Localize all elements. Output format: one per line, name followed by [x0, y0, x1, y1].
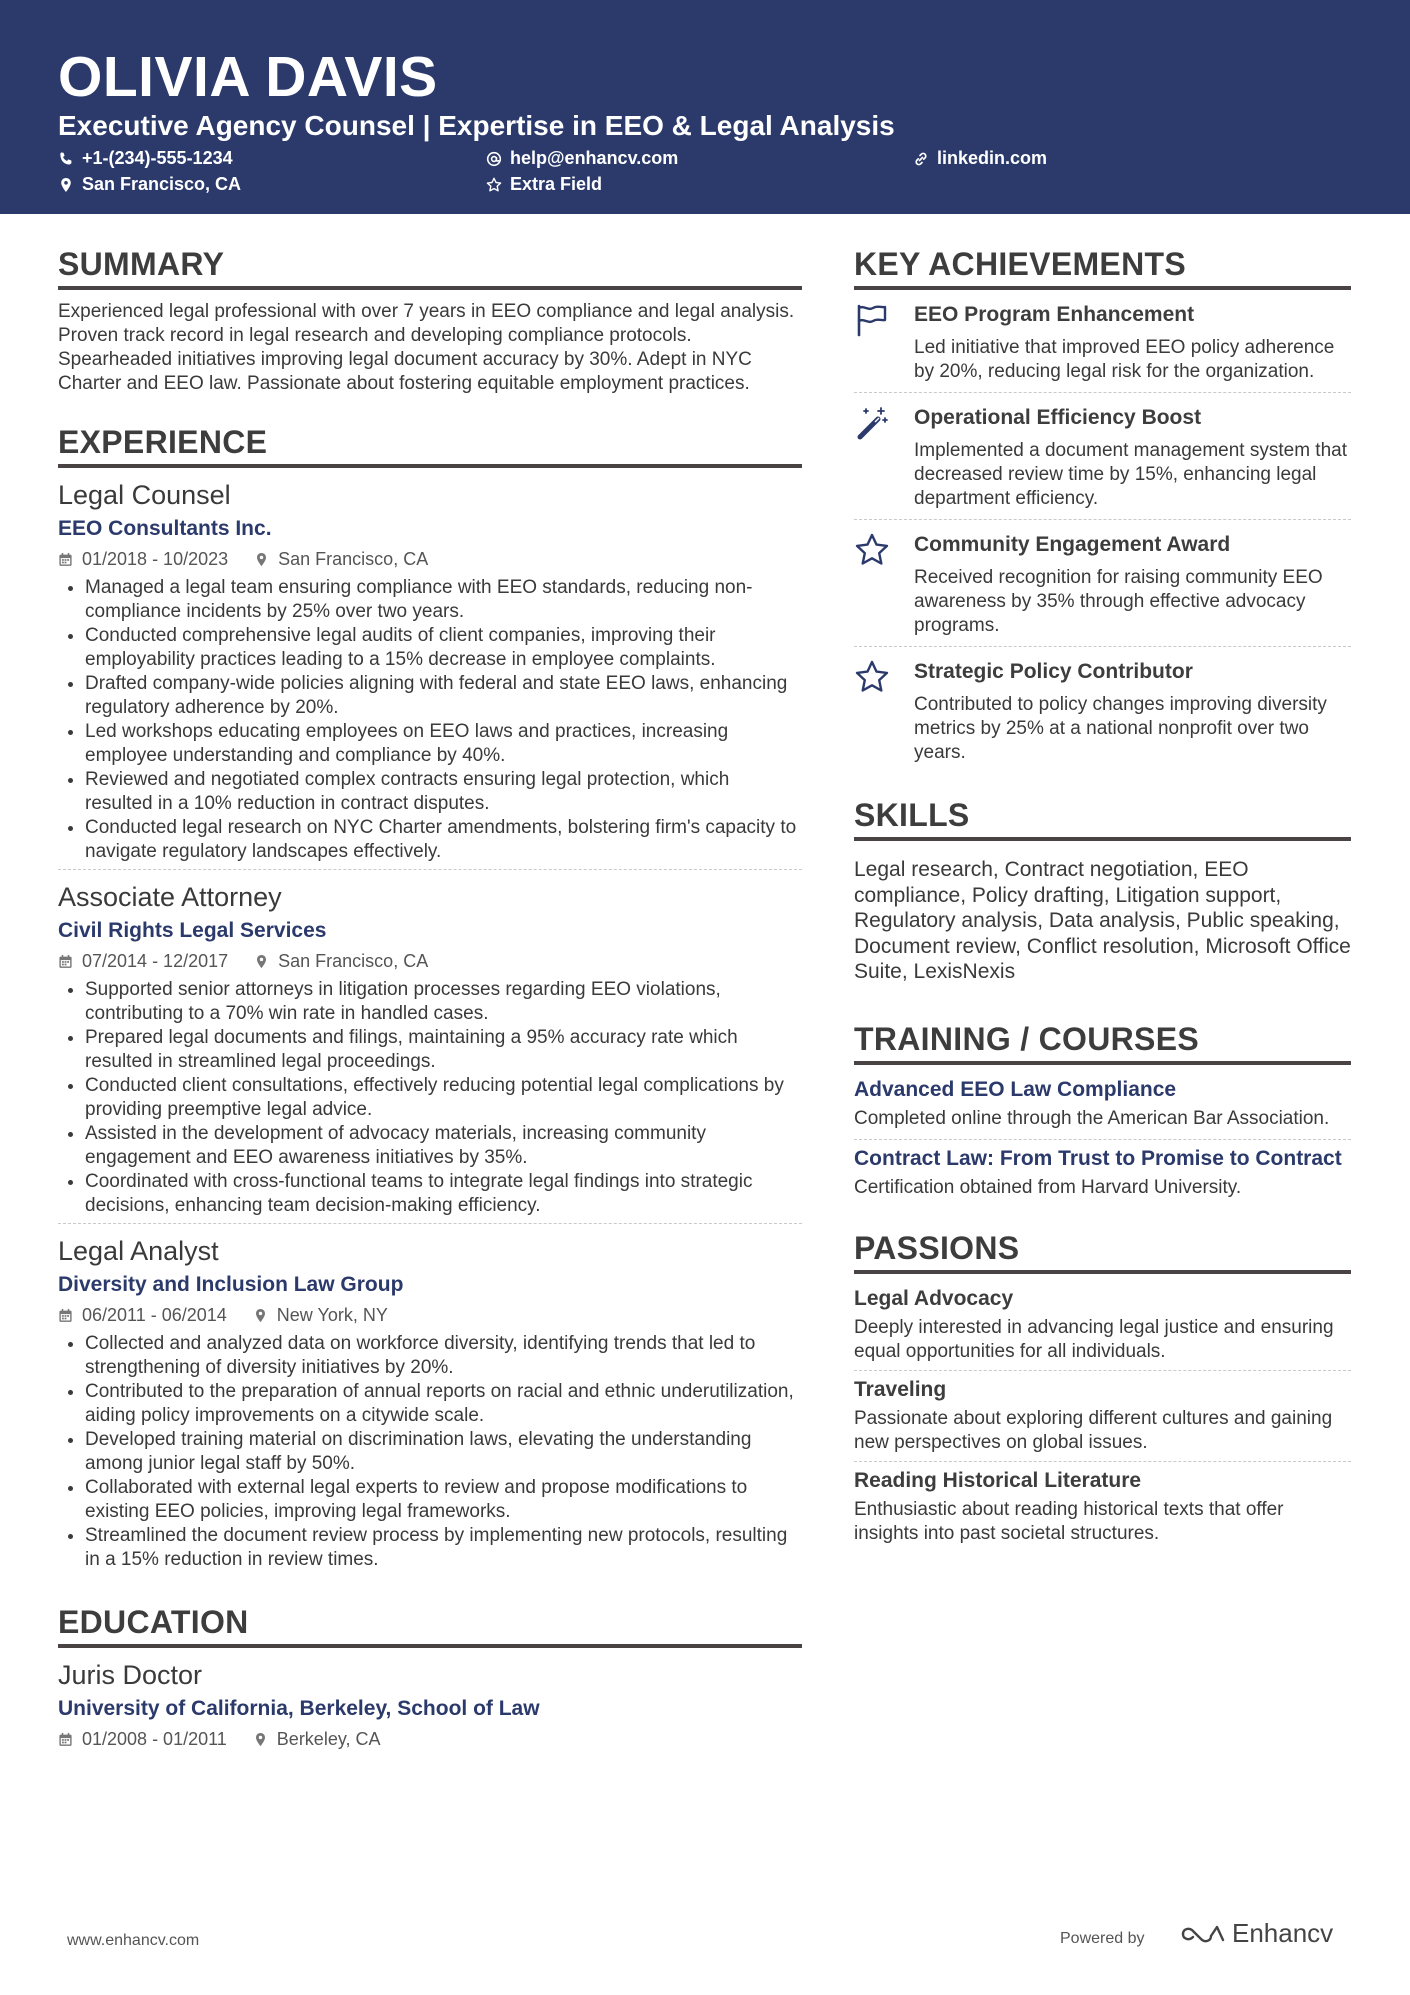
education-meta	[58, 1726, 802, 1752]
course-desc: Certification obtained from Harvard University.	[854, 1176, 1242, 1198]
contact-phone	[58, 148, 233, 169]
contact-extra	[486, 174, 602, 195]
achievement-desc: Led initiative that improved EEO policy adherence by 20%, reducing legal risk for the organization.	[914, 337, 1335, 382]
job-location-text: San Francisco, CA	[278, 951, 429, 971]
job-bullet: • Coordinated with cross-functional teams to integrate legal findings into strategic decisions, enhancing team decision-making efficiency.	[85, 1170, 802, 1218]
phone-icon	[58, 151, 74, 167]
education-heading: EDUCATION	[58, 1602, 802, 1648]
passion-item	[854, 1284, 1351, 1364]
job-location	[253, 1302, 388, 1328]
linkedin-text[interactable]: linkedin.com	[937, 148, 1048, 168]
job-dates: 07/2014 - 12/2017	[82, 951, 229, 971]
calendar-icon	[58, 1732, 73, 1747]
achievement-desc: Received recognition for raising community EEO awareness by 35% through effective advocacy programs.	[914, 567, 1323, 636]
education-dates: 01/2008 - 01/2011	[82, 1729, 227, 1749]
flag-icon	[854, 302, 890, 338]
calendar-icon	[58, 552, 73, 567]
job-bullet: • Streamlined the document review process by implementing new protocols, resulting in a 15% reduction in review times.	[85, 1524, 802, 1572]
job-bullet: • Led workshops educating employees on EEO laws and practices, increasing employee understanding and compliance by 40%.	[85, 720, 802, 768]
passion-desc: Enthusiastic about reading historical texts that offer insights into past societal structures.	[854, 1498, 1284, 1544]
achievement-icon-wrap	[854, 403, 914, 511]
candidate-headline: Executive Agency Counsel | Expertise in EEO & Legal Analysis	[58, 110, 895, 141]
contact-email[interactable]	[486, 148, 678, 169]
location-pin-icon	[58, 177, 74, 193]
job-meta	[58, 546, 802, 572]
job-bullet: • Drafted company-wide policies aligning with federal and state EEO laws, enhancing regulatory adherence by 20%.	[85, 672, 802, 720]
passions-heading: PASSIONS	[854, 1228, 1351, 1274]
skills-heading: SKILLS	[854, 795, 1351, 841]
email-text[interactable]: help@enhancv.com	[510, 148, 679, 168]
divider	[854, 1461, 1351, 1462]
contact-location	[58, 174, 241, 195]
degree-title: Juris Doctor	[58, 1660, 203, 1690]
job-location	[254, 546, 428, 572]
experience-entry	[58, 1234, 802, 1578]
achievement-item	[854, 290, 1351, 390]
experience-entry	[58, 880, 802, 1230]
candidate-name: OLIVIA DAVIS	[58, 45, 438, 109]
left-column	[58, 244, 802, 1758]
achievement-title: EEO Program Enhancement	[914, 303, 1195, 326]
achievement-item	[854, 393, 1351, 517]
location-pin-icon	[253, 1732, 268, 1747]
calendar-icon	[58, 1308, 73, 1323]
company-name: EEO Consultants Inc.	[58, 517, 272, 540]
course-item	[854, 1144, 1351, 1200]
link-icon	[913, 151, 929, 167]
course-title: Advanced EEO Law Compliance	[854, 1077, 1177, 1101]
passion-item	[854, 1466, 1351, 1546]
footer-url[interactable]: www.enhancv.com	[67, 1932, 200, 1949]
passion-title: Legal Advocacy	[854, 1286, 1014, 1310]
achievements-heading: KEY ACHIEVEMENTS	[854, 244, 1351, 290]
divider	[58, 1223, 802, 1224]
training-heading: TRAINING / COURSES	[854, 1019, 1351, 1065]
passion-desc: Deeply interested in advancing legal justice and ensuring equal opportunities for all individuals.	[854, 1316, 1334, 1362]
education-entry	[58, 1658, 802, 1758]
job-bullets	[58, 978, 802, 1218]
job-bullet: • Reviewed and negotiated complex contracts ensuring legal protection, which resulted in a 10% reduction in contract disputes.	[85, 768, 802, 816]
course-desc: Completed online through the American Bar Association.	[854, 1107, 1330, 1129]
job-bullet: • Prepared legal documents and filings, maintaining a 95% accuracy rate which resulted in streamlined legal proceedings.	[85, 1026, 802, 1074]
course-item	[854, 1075, 1351, 1131]
enhancv-logo-icon	[1180, 1922, 1226, 1946]
calendar-icon	[58, 954, 73, 969]
job-bullet: • Managed a legal team ensuring compliance with EEO standards, reducing non-compliance incidents by 25% over two years.	[85, 576, 802, 624]
experience-heading: EXPERIENCE	[58, 422, 802, 468]
job-bullets	[58, 576, 802, 864]
job-location	[254, 948, 428, 974]
job-meta	[58, 948, 802, 974]
course-title: Contract Law: From Trust to Promise to Contract	[854, 1146, 1342, 1170]
education-location-text: Berkeley, CA	[276, 1729, 381, 1749]
passion-item	[854, 1375, 1351, 1455]
resume-header	[0, 0, 1410, 214]
right-column	[854, 244, 1351, 1546]
job-meta	[58, 1302, 802, 1328]
extra-field-text: Extra Field	[510, 174, 603, 194]
achievement-desc: Contributed to policy changes improving diversity metrics by 25% at a national nonprofit over two years.	[914, 694, 1327, 763]
enhancv-logo-text: Enhancv	[1232, 1918, 1334, 1948]
job-bullet: • Conducted client consultations, effectively reducing potential legal complications by providing preemptive legal advice.	[85, 1074, 802, 1122]
job-bullet: • Collaborated with external legal experts to review and propose modifications to existing EEO policies, improving legal frameworks.	[85, 1476, 802, 1524]
star-outline-icon	[486, 177, 502, 193]
skills-text: Legal research, Contract negotiation, EEO compliance, Policy drafting, Litigation support, Regulatory analysis, Data analysis, Public speaking, Document review, Conflict resolution, Microsoft Office Suite, LexisNexis	[854, 858, 1351, 983]
company-name: Civil Rights Legal Services	[58, 919, 327, 942]
job-bullet: • Supported senior attorneys in litigation processes regarding EEO violations, contributing to a 70% win rate in handled cases.	[85, 978, 802, 1026]
achievement-icon-wrap	[854, 300, 914, 384]
summary-text: Experienced legal professional with over 7 years in EEO compliance and legal analysis. Proven track record in legal research and developing compliance protocols. Spearheaded initiatives improving legal document accuracy by 30%. Adept in NYC Charter and EEO law. Passionate about fostering equitable employment practices.	[58, 301, 795, 394]
achievement-icon-wrap	[854, 657, 914, 765]
job-title: Associate Attorney	[58, 882, 282, 912]
divider	[58, 869, 802, 870]
education-location	[253, 1726, 381, 1752]
location-pin-icon	[254, 954, 269, 969]
at-icon	[486, 151, 502, 167]
school-name: University of California, Berkeley, School of Law	[58, 1697, 540, 1720]
location-text: San Francisco, CA	[82, 174, 242, 194]
contact-linkedin[interactable]	[913, 148, 1047, 169]
experience-entry	[58, 478, 802, 876]
enhancv-logo[interactable]	[1180, 1918, 1333, 1949]
job-title: Legal Analyst	[58, 1236, 219, 1266]
job-bullet: • Collected and analyzed data on workforce diversity, identifying trends that led to strengthening of diversity initiatives by 20%.	[85, 1332, 802, 1380]
job-bullet: • Conducted legal research on NYC Charter amendments, bolstering firm's capacity to navigate regulatory landscapes effectively.	[85, 816, 802, 864]
passion-desc: Passionate about exploring different cultures and gaining new perspectives on global issues.	[854, 1407, 1333, 1453]
job-location-text: New York, NY	[276, 1305, 388, 1325]
magic-wand-icon	[854, 405, 890, 441]
job-bullets	[58, 1332, 802, 1572]
location-pin-icon	[253, 1308, 268, 1323]
star-icon	[854, 532, 890, 568]
achievement-desc: Implemented a document management system that decreased review time by 15%, enhancing legal department efficiency.	[914, 440, 1348, 509]
star-icon	[854, 659, 890, 695]
company-name: Diversity and Inclusion Law Group	[58, 1273, 404, 1296]
location-pin-icon	[254, 552, 269, 567]
job-bullet: • Contributed to the preparation of annual reports on racial and ethnic underutilization, aiding policy improvements on a citywide scale.	[85, 1380, 802, 1428]
achievement-icon-wrap	[854, 530, 914, 638]
job-dates: 01/2018 - 10/2023	[82, 549, 229, 569]
achievement-item	[854, 647, 1351, 771]
achievement-title: Operational Efficiency Boost	[914, 406, 1202, 429]
job-bullet: • Developed training material on discrimination laws, elevating the understanding among junior legal staff by 50%.	[85, 1428, 802, 1476]
achievement-title: Community Engagement Award	[914, 533, 1231, 556]
phone-text: +1-(234)-555-1234	[82, 148, 233, 168]
job-bullet: • Conducted comprehensive legal audits of client companies, improving their employability practices leading to a 15% decrease in employee complaints.	[85, 624, 802, 672]
passion-title: Reading Historical Literature	[854, 1468, 1142, 1492]
job-title: Legal Counsel	[58, 480, 231, 510]
job-dates: 06/2011 - 06/2014	[82, 1305, 227, 1325]
achievement-item	[854, 520, 1351, 644]
divider	[854, 1139, 1351, 1140]
summary-heading: SUMMARY	[58, 244, 802, 290]
job-bullet: • Assisted in the development of advocacy materials, increasing community engagement and EEO awareness initiatives by 35%.	[85, 1122, 802, 1170]
footer-powered-by: Powered by	[1060, 1930, 1145, 1947]
divider	[854, 1370, 1351, 1371]
job-location-text: San Francisco, CA	[278, 549, 429, 569]
achievement-title: Strategic Policy Contributor	[914, 660, 1193, 683]
passion-title: Traveling	[854, 1377, 947, 1401]
